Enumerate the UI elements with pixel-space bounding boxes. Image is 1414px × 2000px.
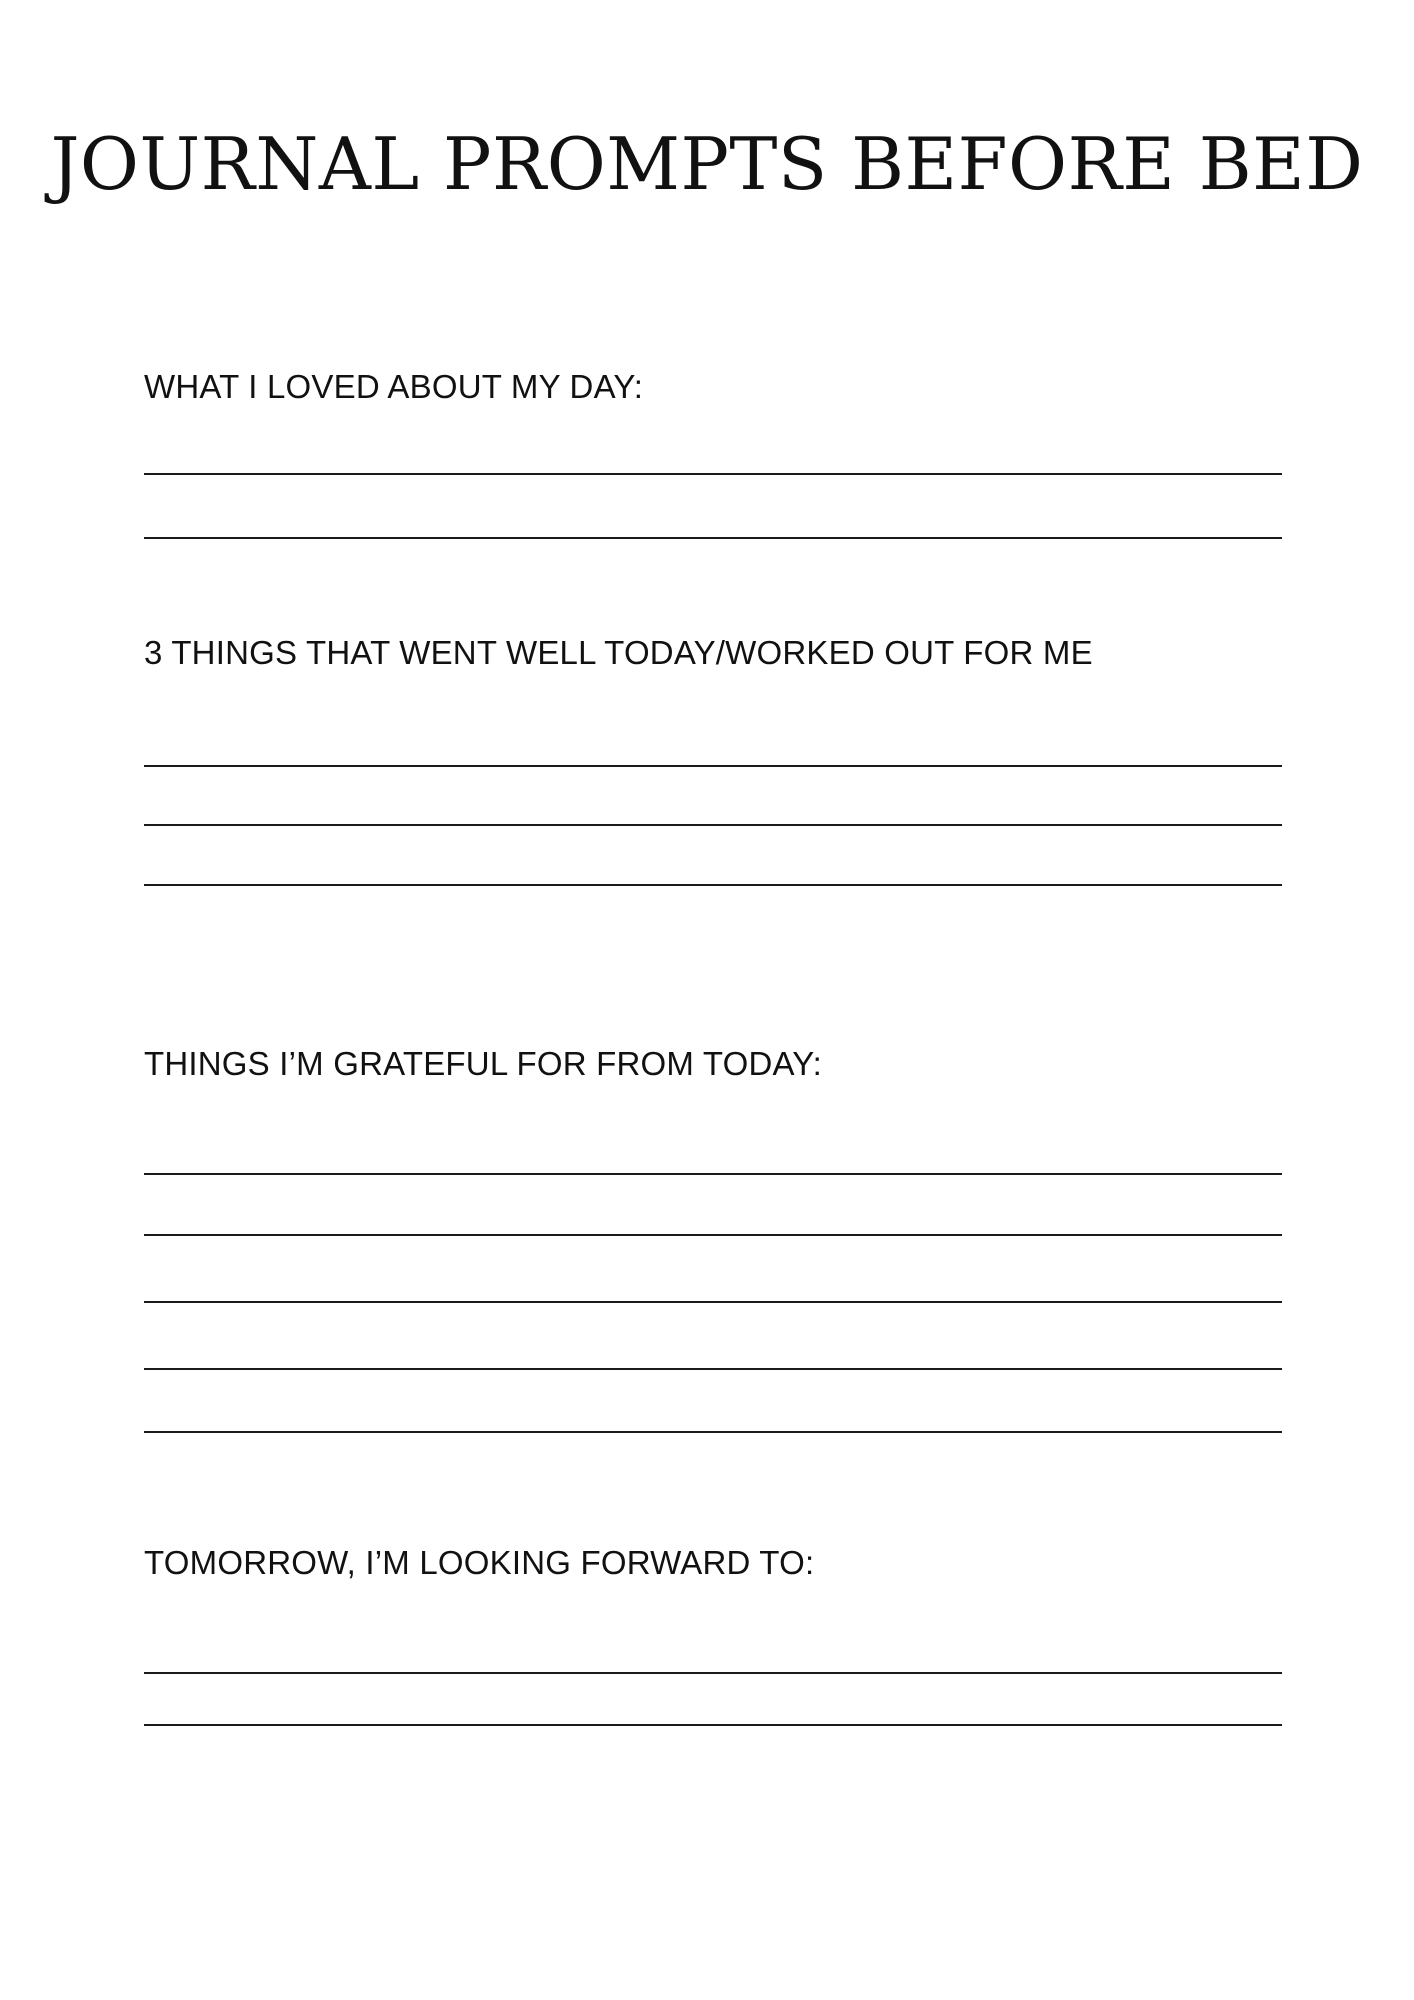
prompt-looking-forward-to: TOMORROW, I’M LOOKING FORWARD TO:	[144, 1544, 815, 1581]
writing-line[interactable]	[144, 765, 1282, 767]
writing-line[interactable]	[144, 537, 1282, 539]
writing-line[interactable]	[144, 1173, 1282, 1175]
writing-line[interactable]	[144, 1724, 1282, 1726]
page-title: JOURNAL PROMPTS BEFORE BED	[50, 122, 1364, 206]
prompt-things-went-well: 3 THINGS THAT WENT WELL TODAY/WORKED OUT FOR ME	[144, 634, 1093, 671]
writing-line[interactable]	[144, 824, 1282, 826]
prompt-loved-about-day: WHAT I LOVED ABOUT MY DAY:	[144, 368, 644, 405]
writing-line[interactable]	[144, 1234, 1282, 1236]
prompt-grateful-for: THINGS I’M GRATEFUL FOR FROM TODAY:	[144, 1045, 823, 1082]
writing-line[interactable]	[144, 473, 1282, 475]
writing-line[interactable]	[144, 884, 1282, 886]
writing-line[interactable]	[144, 1431, 1282, 1433]
writing-line[interactable]	[144, 1301, 1282, 1303]
writing-line[interactable]	[144, 1368, 1282, 1370]
writing-line[interactable]	[144, 1672, 1282, 1674]
